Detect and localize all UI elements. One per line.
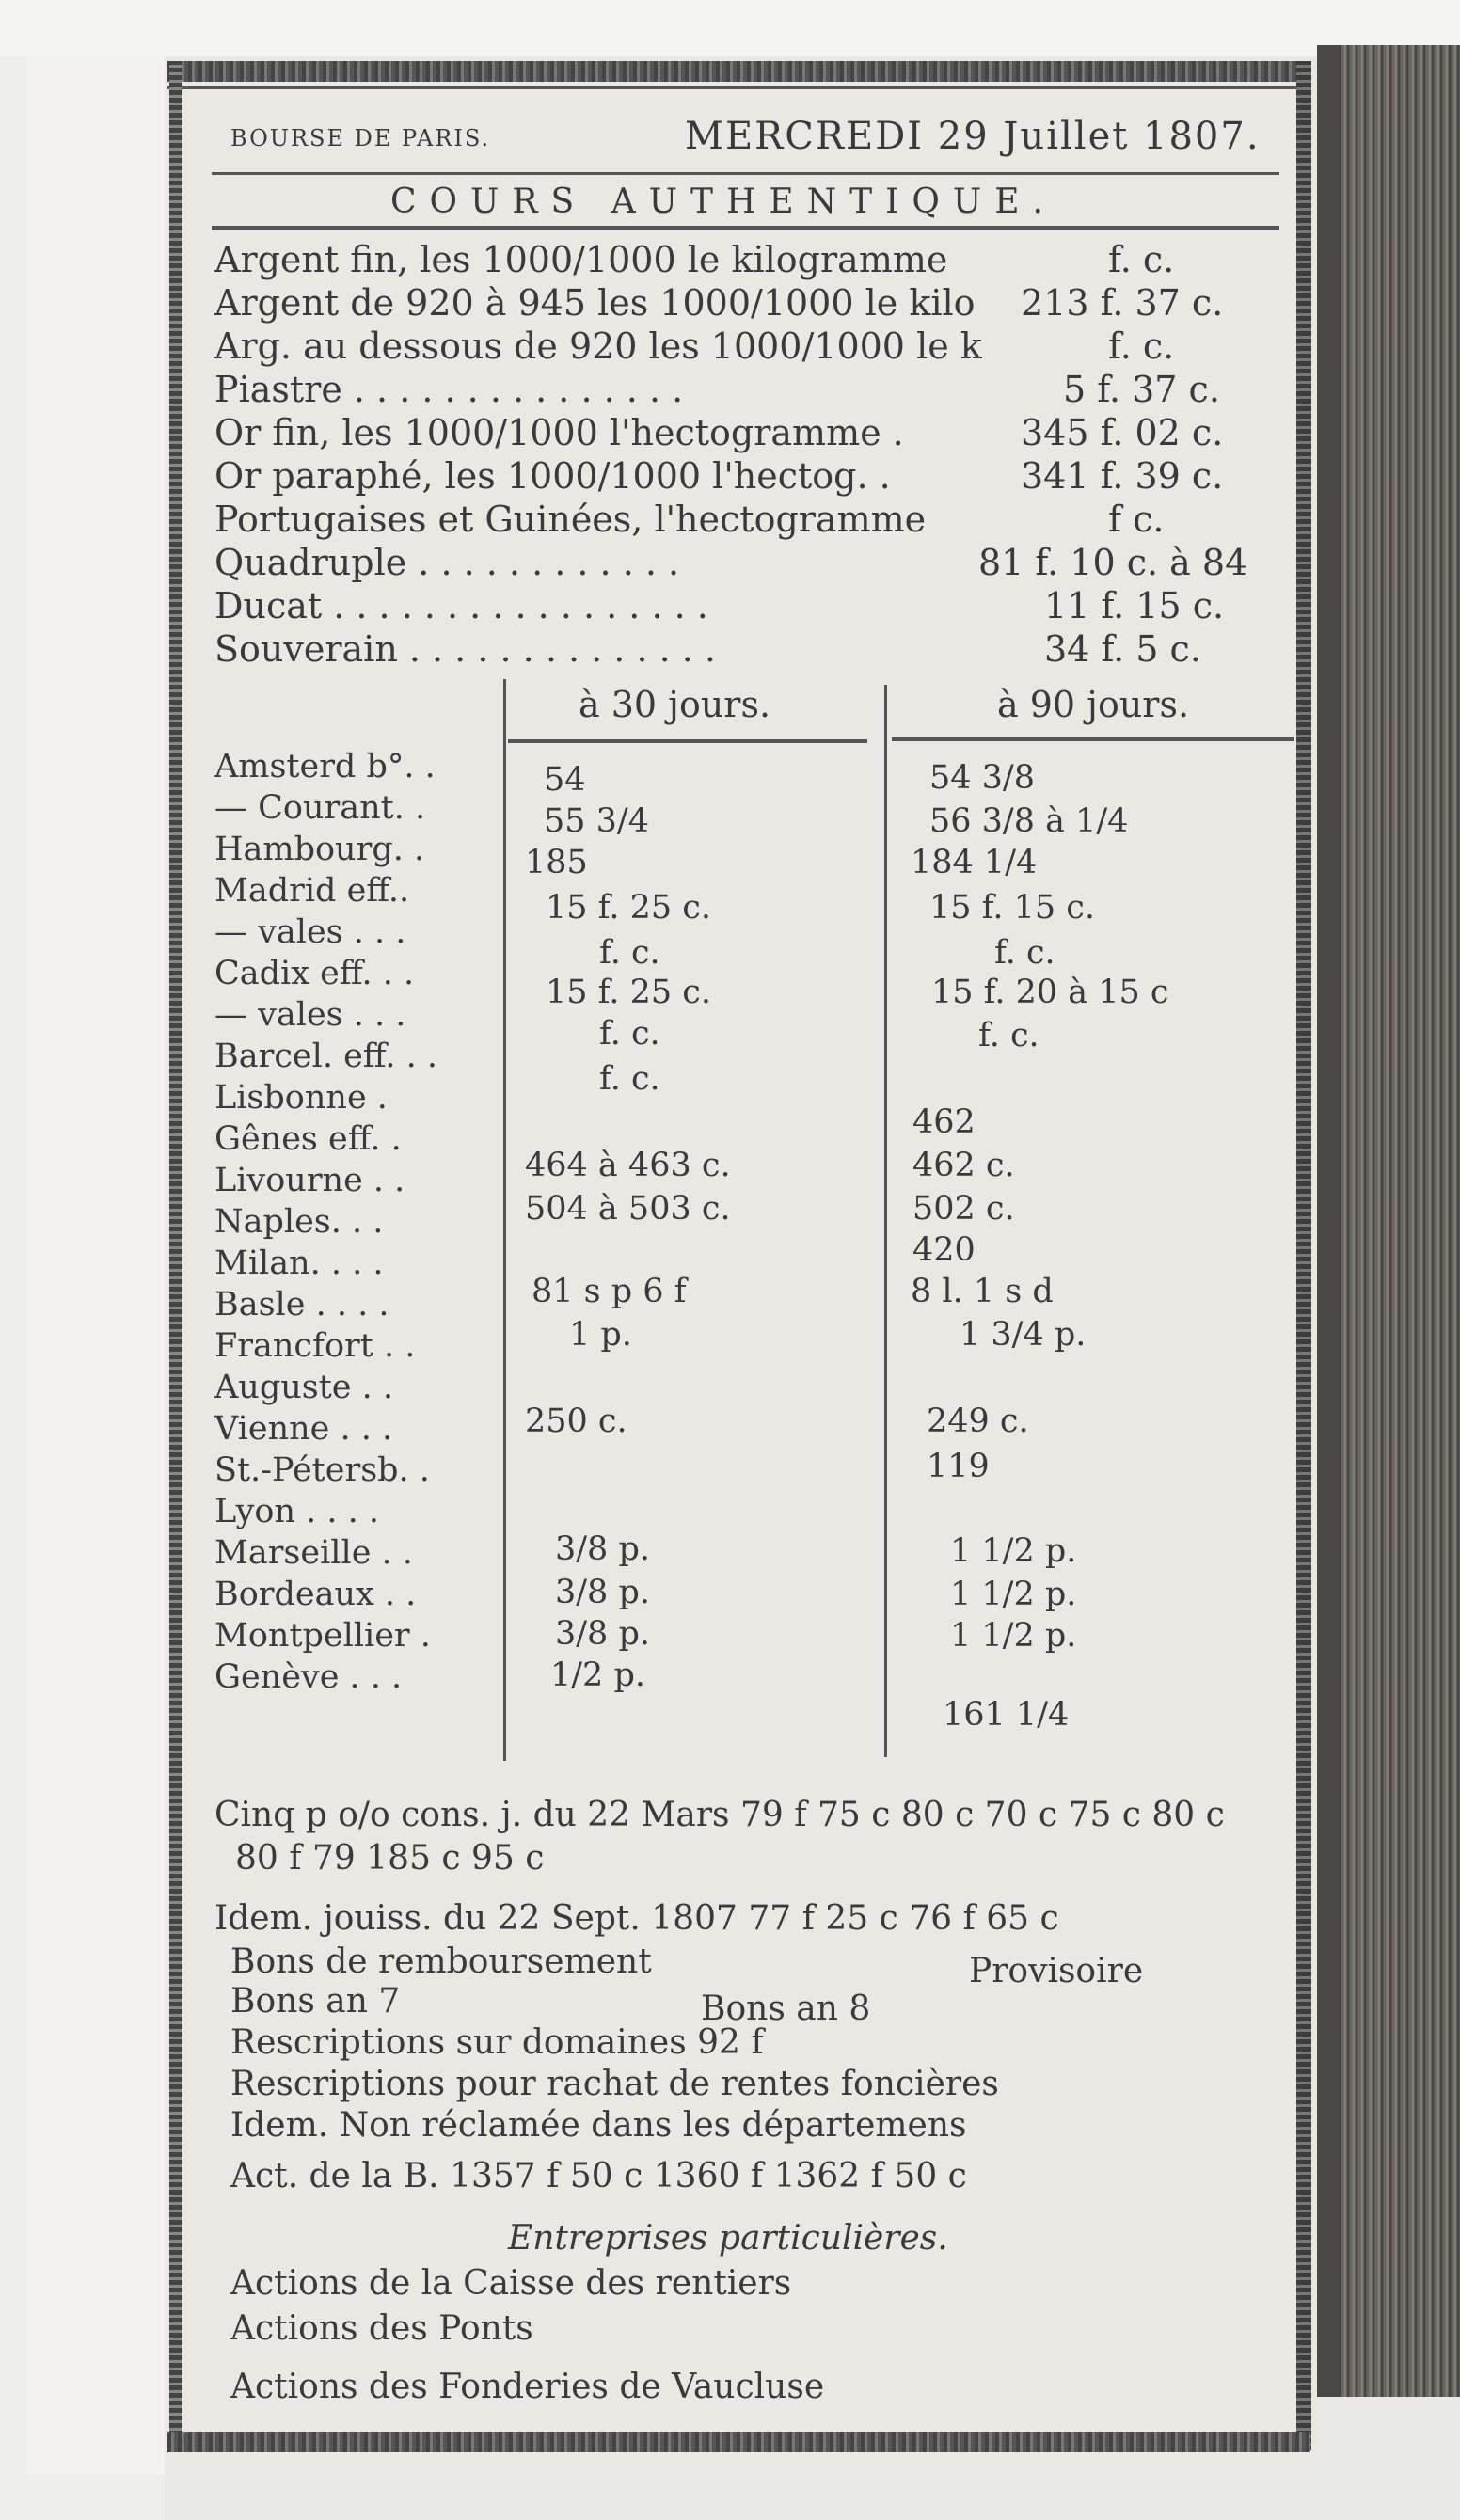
- border-rule-top: [167, 86, 1310, 89]
- bons-an-8: Bons an 8: [701, 1989, 871, 2028]
- place-name: Lyon . . . .: [214, 1493, 380, 1530]
- actions-banque: Act. de la B. 1357 f 50 c 1360 f 1362 f 50 c: [230, 2157, 967, 2195]
- place-name: Marseille . .: [214, 1534, 413, 1572]
- metal-label: Arg. au dessous de 920 les 1000/1000 le k: [214, 325, 982, 367]
- place-name: Hambourg. .: [214, 831, 425, 868]
- rate-90-days: f. c.: [978, 1017, 1039, 1054]
- metal-value: 11 f. 15 c.: [1044, 585, 1225, 626]
- bons-remboursement: Bons de remboursement: [230, 1942, 652, 1981]
- metal-value: 341 f. 39 c.: [1021, 455, 1224, 497]
- place-name: Amsterd b°. .: [214, 748, 436, 785]
- title-rule: [212, 226, 1279, 230]
- rate-30-days: 464 à 463 c.: [525, 1147, 731, 1184]
- metal-label: Argent fin, les 1000/1000 le kilogramme: [214, 239, 948, 280]
- metal-label: Piastre . . . . . . . . . . . . . . .: [214, 369, 684, 410]
- rate-90-days: 1 1/2 p.: [950, 1532, 1077, 1570]
- rate-90-days: 56 3/8 à 1/4: [929, 802, 1129, 840]
- rate-90-days: 1 1/2 p.: [950, 1576, 1077, 1613]
- rate-90-days: 462: [912, 1103, 976, 1141]
- rate-90-days: 54 3/8: [929, 759, 1035, 797]
- metal-value: f c.: [1108, 499, 1165, 540]
- header-date: MERCREDI 29 Juillet 1807.: [685, 115, 1261, 158]
- place-name: Naples. . .: [214, 1203, 384, 1241]
- rate-30-days: f. c.: [599, 934, 660, 972]
- place-name: Montpellier .: [214, 1617, 431, 1655]
- metal-label: Souverain . . . . . . . . . . . . . .: [214, 628, 717, 670]
- rate-90-days: 8 l. 1 s d: [911, 1273, 1054, 1310]
- column-rule-30: [508, 739, 867, 743]
- idem-september-line: Idem. jouiss. du 22 Sept. 1807 77 f 25 c 76 f 65 c: [214, 1899, 1059, 1938]
- ornamental-border-left: [169, 61, 182, 2450]
- metal-value: f. c.: [1108, 325, 1175, 367]
- cinq-pour-cent-line: Cinq p o/o cons. j. du 22 Mars 79 f 75 c 80 c 70 c 75 c 80 c: [214, 1796, 1225, 1834]
- actions-ponts: Actions des Ponts: [230, 2309, 533, 2348]
- place-name: — vales . . .: [214, 996, 406, 1034]
- rate-90-days: 249 c.: [927, 1403, 1029, 1440]
- metal-value: f. c.: [1108, 239, 1175, 280]
- rate-90-days: 462 c.: [912, 1147, 1015, 1184]
- ornamental-border-right: [1296, 61, 1311, 2450]
- provisoire-label: Provisoire: [969, 1952, 1144, 1990]
- idem-non-reclamee: Idem. Non réclamée dans les départemens: [230, 2106, 967, 2145]
- ornamental-border-bottom: [167, 2432, 1310, 2452]
- ornamental-border-top: [167, 61, 1310, 82]
- rate-30-days: 81 s p 6 f: [532, 1273, 687, 1310]
- rate-30-days: 15 f. 25 c.: [546, 974, 712, 1011]
- cinq-pour-cent-continued: 80 f 79 185 c 95 c: [235, 1839, 545, 1878]
- rescriptions-rachat: Rescriptions pour rachat de rentes foncières: [230, 2065, 999, 2103]
- rate-90-days: 1 1/2 p.: [950, 1617, 1077, 1655]
- rate-90-days: 502 c.: [912, 1190, 1015, 1228]
- column-divider-right: [884, 685, 887, 1757]
- place-name: Livourne . .: [214, 1162, 405, 1199]
- metal-value: 34 f. 5 c.: [1044, 628, 1201, 670]
- rate-90-days: 119: [927, 1448, 990, 1485]
- rate-90-days: 1 3/4 p.: [960, 1316, 1087, 1354]
- metal-label: Quadruple . . . . . . . . . . . .: [214, 542, 680, 583]
- metal-value: 345 f. 02 c.: [1021, 412, 1224, 453]
- rate-90-days: 161 1/4: [943, 1696, 1070, 1734]
- scan-background-top: [0, 0, 1460, 56]
- place-name: Barcel. eff. . .: [214, 1038, 438, 1075]
- actions-fonderies: Actions des Fonderies de Vaucluse: [230, 2368, 825, 2406]
- place-name: Gênes eff. .: [214, 1120, 402, 1158]
- metal-value: 5 f. 37 c.: [1063, 369, 1220, 410]
- bons-an-7: Bons an 7: [230, 1982, 401, 2021]
- rate-30-days: 1/2 p.: [550, 1656, 645, 1694]
- column-rule-90: [892, 737, 1294, 741]
- place-name: Milan. . . .: [214, 1244, 384, 1282]
- book-binding-edge: [1317, 45, 1340, 2397]
- metal-label: Or fin, les 1000/1000 l'hectogramme .: [214, 412, 904, 453]
- entreprises-heading: Entreprises particulières.: [508, 2219, 948, 2258]
- place-name: Bordeaux . .: [214, 1576, 417, 1613]
- rate-30-days: 15 f. 25 c.: [546, 889, 712, 927]
- place-name: — vales . . .: [214, 913, 406, 951]
- place-name: Madrid eff..: [214, 872, 410, 910]
- column-header-30-days: à 30 jours.: [579, 684, 771, 725]
- place-name: Lisbonne .: [214, 1079, 388, 1117]
- rate-90-days: 15 f. 15 c.: [929, 889, 1096, 927]
- place-name: Francfort . .: [214, 1327, 416, 1365]
- metal-label: Argent de 920 à 945 les 1000/1000 le kilo: [214, 282, 976, 324]
- place-name: Cadix eff. . .: [214, 955, 415, 992]
- page-gutter: [26, 56, 166, 2474]
- rate-90-days: 184 1/4: [911, 844, 1038, 881]
- metal-value: 213 f. 37 c.: [1021, 282, 1224, 324]
- place-name: Basle . . . .: [214, 1286, 389, 1323]
- rate-30-days: 504 à 503 c.: [525, 1190, 731, 1228]
- rate-30-days: 54: [544, 761, 586, 799]
- place-name: Vienne . . .: [214, 1410, 393, 1448]
- column-divider-left: [503, 679, 506, 1761]
- rate-30-days: f. c.: [599, 1060, 660, 1098]
- metal-label: Portugaises et Guinées, l'hectogramme: [214, 499, 927, 540]
- header-bourse: BOURSE DE PARIS.: [230, 125, 491, 151]
- rate-90-days: 420: [912, 1231, 976, 1269]
- rate-30-days: 3/8 p.: [555, 1615, 650, 1653]
- rate-30-days: 3/8 p.: [555, 1574, 650, 1611]
- page-title: COURS AUTHENTIQUE.: [390, 182, 1056, 221]
- metal-label: Ducat . . . . . . . . . . . . . . . . .: [214, 585, 708, 626]
- rate-30-days: f. c.: [599, 1015, 660, 1053]
- rate-30-days: 185: [525, 844, 588, 881]
- column-header-90-days: à 90 jours.: [997, 684, 1190, 725]
- metal-label: Or paraphé, les 1000/1000 l'hectog. .: [214, 455, 891, 497]
- rate-30-days: 55 3/4: [544, 802, 649, 840]
- header-rule: [212, 172, 1279, 175]
- place-name: St.-Pétersb. .: [214, 1451, 430, 1489]
- place-name: Auguste . .: [214, 1369, 394, 1406]
- place-name: — Courant. .: [214, 789, 426, 827]
- rate-30-days: 3/8 p.: [555, 1530, 650, 1568]
- rescriptions-domaines: Rescriptions sur domaines 92 f: [230, 2023, 764, 2062]
- place-name: Genève . . .: [214, 1658, 403, 1696]
- rate-30-days: 250 c.: [525, 1403, 627, 1440]
- actions-caisse-rentiers: Actions de la Caisse des rentiers: [230, 2264, 792, 2303]
- rate-90-days: f. c.: [994, 934, 1055, 972]
- metal-value: 81 f. 10 c. à 84: [978, 542, 1248, 583]
- rate-90-days: 15 f. 20 à 15 c: [931, 974, 1169, 1011]
- rate-30-days: 1 p.: [569, 1316, 632, 1354]
